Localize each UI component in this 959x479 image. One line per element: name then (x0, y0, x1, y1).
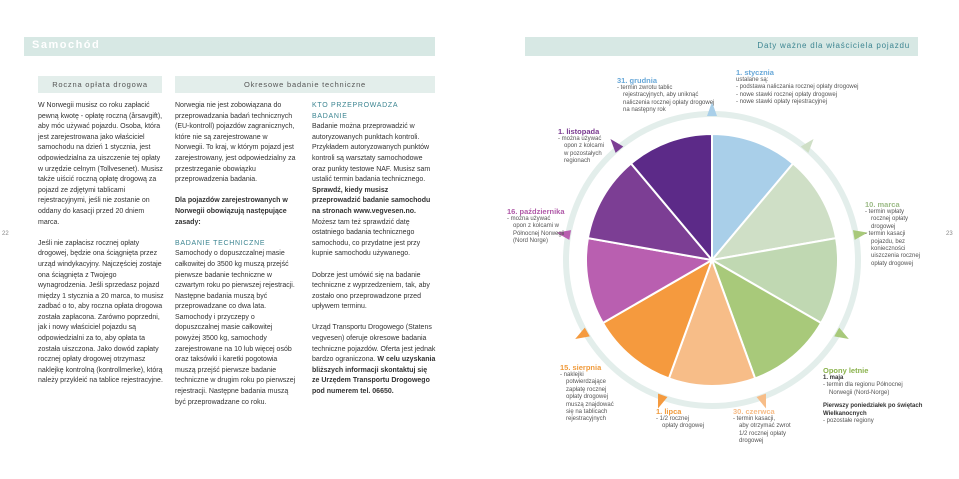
paragraph: W Norwegii musisz co roku zapłacić pewną kwotę - opłatę roczną (årsavgift), aby móc używać pojazdu. Osoba, która jest zarejestrowana jako właściciel samochodu na dzień 1 stycznia, jest odpowiedzialna za uiszczenie tej opłaty w urzędzie celnym (Tollvesenet). Musisz także uiścić roczną opłatę drogową za pojazd ze zdjętymi tablicami rejestracyjnymi, jeśli nie zostanie on oddany do kasacji przed 20 dniem marca. (38, 102, 163, 226)
paragraph: Dobrze jest umówić się na badanie techniczne z wyprzedzeniem, tak, aby zostało ono przeprowadzone przed upływem terminu. (312, 271, 430, 311)
page-title: Samochód (32, 39, 101, 51)
section-heading-inspection: Okresowe badanie techniczne (175, 76, 435, 93)
page-title-right: Daty ważne dla właściciela pojazdu (757, 41, 910, 50)
paragraph-bold: Dla pojazdów zarejestrowanych w Norwegii obowiązują następujące zasady: (175, 197, 288, 226)
label-summer-tires: Opony letnie 1. maja - termin dla regionu Północnej Norwegii (Nord-Norge) Pierwszy poniedziałek po świętach Wielkanocnych - pozostałe regiony (823, 366, 923, 425)
page-number-left: 22 (2, 231, 9, 237)
paragraph: Badanie można przeprowadzić w autoryzowanych punktach kontroli. Przykładem autoryzowanych punktów kontroli są warsztaty samochodowe oraz punkty testowe NAF. Musisz sam ustalić termin badania technicznego. Sprawdź, kiedy musisz przeprowadzić badanie samochodu na stronach www.vegvesen.no. Możesz tam też sprawdzić datę ostatniego badania technicznego samochodu, co przydatne jest przy kupnie samochodu używanego. (312, 123, 431, 258)
subheading-technical-inspection: BADANIE TECHNICZNE (175, 239, 266, 247)
label-jul-1: 1. lipca - 1/2 rocznej opłaty drogowej (656, 407, 705, 430)
label-jan-1: 1. stycznia ustalane są: - podstawa naliczania rocznej opłaty drogowej - nowe stawki rocznej opłaty drogowej - nowe stawki opłaty rejestracyjnej (736, 68, 859, 106)
paragraph: Norwegia nie jest zobowiązana do przeprowadzania badań technicznych (EU-kontroll) pojazdów zagranicznych, które nie są zarejestrowane w Norwegii. To kraj, w którym pojazd jest zarejestrowany, jest odpowiedzialny za przestrzeganie obowiązku przeprowadzenia badania. (175, 102, 296, 184)
label-nov-1: 1. listopada - można używać opon z kolcami w pozostałych regionach (558, 127, 605, 165)
section-heading-annual-fee: Roczna opłata drogowa (38, 76, 162, 93)
label-jun-30: 30. czerwca - termin kasacji, aby otrzymać zwrot 1/2 rocznej opłaty drogowej (733, 407, 791, 445)
paragraph: Samochody o dopuszczalnej masie całkowitej do 3500 kg muszą przejść pierwsze badanie techniczne w czwartym roku po pierwszej rejestracji. Następne badania muszą być przeprowadzane co dwa lata. Samochody i przyczepy o dopuszczalnej masie całkowitej powyżej 3500 kg, samochody zarejestrowane na 10 lub więcej osób oraz taksówki i karetki pogotowia muszą przejść pierwsze badanie techniczne w drugim roku po pierwszej rejestracji. Następne badania muszą być przeprowadzane co roku. (175, 250, 296, 406)
label-mar-10: 10. marca - termin wpłaty rocznej opłaty drogowej - termin kasacji pojazdu, bez konieczności uiszczenia rocznej opłaty drogowej (865, 200, 921, 267)
subheading-who-inspects: KTO PRZEPROWADZA BADANIE (312, 102, 398, 120)
label-aug-15: 15. sierpnia - naklejki potwierdzające zapłatę rocznej opłaty drogowej muszą znajdować się na tablicach rejestracyjnych (560, 363, 614, 423)
label-oct-16: 16. października - można używać opon z kolcami w Północnej Norwegii (Nord Norge) (507, 207, 565, 245)
page-number-right: 23 (946, 231, 953, 237)
label-dec-31: 31. grudnia - termin zwrotu tablic rejestracyjnych, aby uniknąć naliczenia rocznej opłaty drogowej na następny rok (617, 76, 715, 114)
paragraph: Urząd Transportu Drogowego (Statens vegvesen) oferuje okresowe badania techniczne pojazdów. Oferta jest jednak bardzo ograniczona. W celu uzyskania bliższych informacji skontaktuj się ze Urzędem Transportu Drogowego pod numerem tel. 06650. (312, 324, 436, 396)
paragraph: Jeśli nie zapłacisz rocznej opłaty drogowej, będzie ona ściągnięta przez urząd windykacyjny. Najczęściej zostaje ona ściągnięta z Twojego wynagrodzenia. Jeśli sprzedasz pojazd między 1 stycznia a 20 marca, to musisz zadbać o to, aby roczna opłata drogowa została zapłacona. Zarówno poprzedni, jak i nowy właściciel pojazdu są odpowiedzialni za to, aby opłata ta została uiszczona. Jako dowód zapłaty rocznej opłaty drogowej otrzymasz naklejkę kontrolną (kontrollmerke), którą należy przykleić na tablice rejestracyjne. (38, 239, 164, 385)
